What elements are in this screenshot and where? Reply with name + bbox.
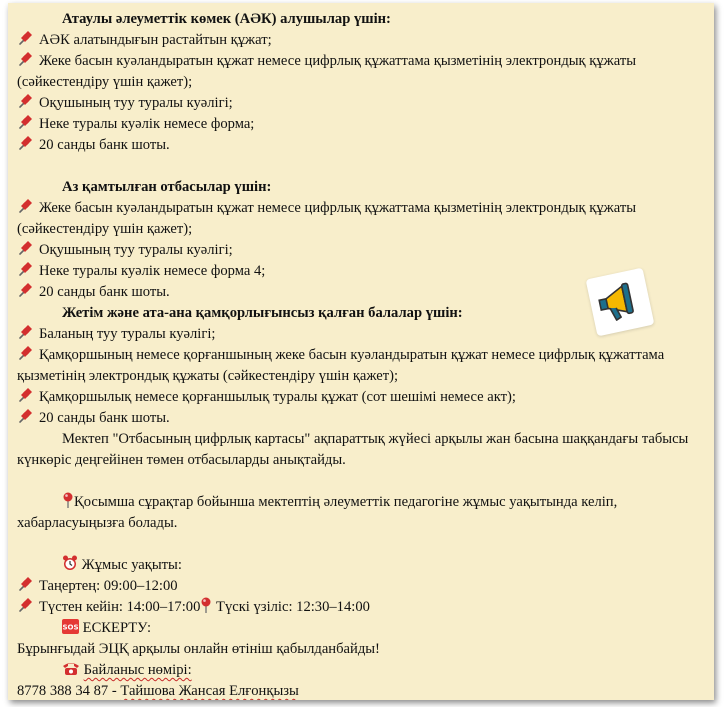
list-item: Баланың туу туралы куәлігі; <box>17 324 697 345</box>
list-item: Неке туралы куәлік немесе форма; <box>17 114 697 135</box>
list-item: Жеке басын куәландыратын құжат немесе цифрлық құжаттама қызметінің электрондық құжаты (сәйкестендіру үшін қажет); <box>17 53 637 90</box>
megaphone-sticker <box>586 268 655 337</box>
spacer <box>17 471 697 492</box>
pushpin-icon <box>17 198 39 219</box>
pushpin-icon <box>17 135 39 156</box>
pushpin-icon <box>17 324 39 345</box>
sos-icon <box>62 620 79 636</box>
document-card <box>8 3 714 700</box>
work-hours-morning: Таңертең: 09:00–12:00 <box>17 576 697 597</box>
round-pushpin-icon <box>62 494 74 510</box>
section-heading: Аз қамтылған отбасылар үшін: <box>62 179 272 195</box>
pushpin-icon <box>17 261 39 282</box>
warning-text: Бұрынғыдай ЭЦҚ арқылы онлайн өтініш қабылданбайды! <box>17 641 380 657</box>
telephone-icon <box>62 662 80 678</box>
pushpin-icon <box>17 30 39 51</box>
list-item: АӘК алатындығын растайтын құжат; <box>17 30 697 51</box>
work-hours-label-line: Жұмыс уақыты: <box>17 555 697 576</box>
alarm-clock-icon <box>62 557 78 573</box>
spacer <box>17 534 697 555</box>
spacer <box>17 156 697 177</box>
pushpin-icon <box>17 240 39 261</box>
list-item: 20 санды банк шоты. <box>17 408 697 429</box>
round-pushpin-icon <box>200 599 212 615</box>
pushpin-icon <box>17 114 39 135</box>
document-body <box>17 9 697 700</box>
warning-label-line: SOS ЕСКЕРТУ: <box>62 620 151 636</box>
pushpin-icon <box>17 93 39 114</box>
list-item: Оқушының туу туралы куәлігі; <box>17 240 697 261</box>
list-item: Қамқоршылық немесе қорғаншылық туралы құжат (сот шешімі немесе акт); <box>17 387 697 408</box>
pushpin-icon <box>17 408 39 429</box>
pushpin-icon <box>17 576 39 597</box>
list-item: Неке туралы куәлік немесе форма 4; <box>17 261 697 282</box>
list-item: Жеке басын куәландыратын құжат немесе цифрлық құжаттама қызметінің электрондық құжаты (сәйкестендіру үшін қажет); <box>17 200 637 237</box>
list-item: 20 санды банк шоты. <box>17 135 697 156</box>
section-heading: Жетім және ата-ана қамқорлығынсыз қалған балалар үшін: <box>62 305 463 321</box>
pushpin-icon <box>17 282 39 303</box>
list-item: Оқушының туу туралы куәлігі; <box>17 93 697 114</box>
pushpin-icon <box>17 387 39 408</box>
section-heading: Атаулы әлеуметтік көмек (АӘК) алушылар үшін: <box>62 11 391 27</box>
phone-number: 8778 388 34 87 <box>17 683 109 699</box>
list-item: Қамқоршының немесе қорғаншының жеке басын куәландыратын құжат немесе цифрлық құжаттама қызметінің электрондық құжаты (сәйкестендіру үшін қажет); <box>17 347 665 384</box>
contact-name: Тайшова Жансая Елғонқызы <box>120 683 299 699</box>
list-item: 20 санды банк шоты. <box>17 282 697 303</box>
phone-label-line: Байланыс нөмірі: <box>17 660 697 681</box>
digital-map-note: Мектеп "Отбасының цифрлық картасы" ақпараттық жүйесі арқылы жан басына шаққандағы табысы күнкөріс деңгейінен төмен отбасыларды анықтайды. <box>17 431 689 468</box>
pushpin-icon <box>17 597 39 618</box>
pushpin-icon <box>17 51 39 72</box>
pushpin-icon <box>17 345 39 366</box>
svg-text:SOS: SOS <box>62 623 79 632</box>
phone-line: 8778 388 34 87 - Тайшова Жансая Елғонқызы <box>17 683 299 699</box>
work-hours-afternoon: Түстен кейін: 14:00–17:00 Түскі үзіліс: 12:30–14:00 <box>17 597 697 618</box>
contact-note: Қосымша сұрақтар бойынша мектептің әлеуметтік педагогіне жұмыс уақытында келіп, хабарласуыңызға болады. <box>17 494 618 531</box>
megaphone-icon <box>593 275 648 330</box>
